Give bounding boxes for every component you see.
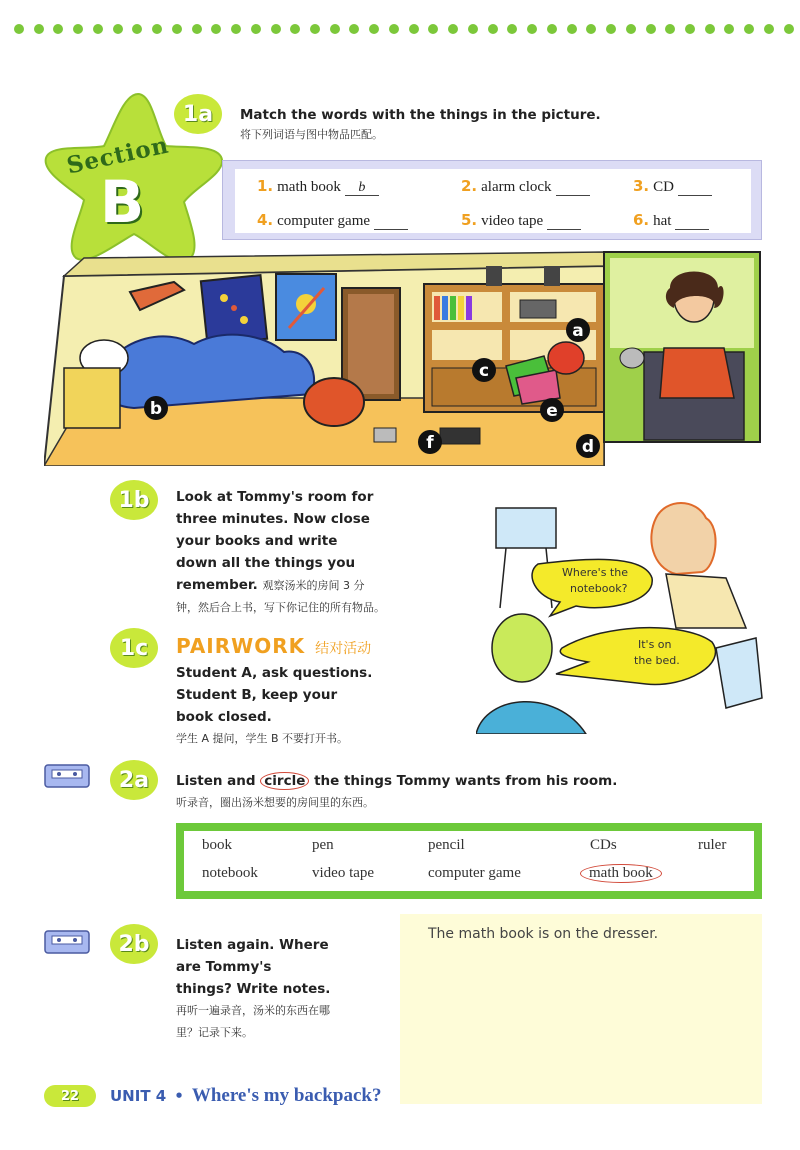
tommys-room-illustration: [44, 248, 762, 466]
border-dot: [488, 24, 498, 34]
exercise-badge-1b: 1b: [110, 480, 158, 520]
instruction-2a: Listen and circle the things Tommy wants from his room.: [176, 773, 618, 789]
instruction-1a-cn: 将下列词语与图中物品匹配。: [240, 128, 383, 141]
match-item: 4. computer game: [257, 211, 408, 230]
unit-title: Where's my backpack?: [191, 1085, 382, 1106]
answer-blank[interactable]: [675, 216, 709, 230]
answer-blank[interactable]: [556, 182, 590, 196]
note-example: The math book is on the dresser.: [428, 926, 659, 942]
page-footer: [44, 1084, 381, 1108]
border-dot: [705, 24, 715, 34]
svg-text:d: d: [581, 437, 595, 457]
instruction-1a: Match the words with the things in the picture.: [240, 107, 601, 123]
unit-label: UNIT 4: [110, 1087, 167, 1105]
cassette-icon: [44, 930, 90, 954]
border-dot: [231, 24, 241, 34]
border-dot: [172, 24, 182, 34]
border-dot: [113, 24, 123, 34]
border-dot: [606, 24, 616, 34]
picture-label-c: [472, 358, 496, 382]
svg-text:c: c: [478, 361, 490, 381]
word-item[interactable]: pencil: [428, 837, 465, 853]
picture-label-f: [418, 430, 442, 454]
picture-label-d: [576, 434, 600, 458]
exercise-badge-2b: 2b: [110, 924, 158, 964]
exercise-badge-2a: 2a: [110, 760, 158, 800]
svg-text:f: f: [426, 433, 434, 453]
speech-question-line1: Where's the: [562, 566, 628, 579]
border-dot: [271, 24, 281, 34]
border-dot: [93, 24, 103, 34]
answer-blank[interactable]: [374, 216, 408, 230]
border-dot: [586, 24, 596, 34]
instruction-2a-cn: 听录音，圈出汤米想要的房间里的东西。: [176, 796, 374, 809]
border-dot: [764, 24, 774, 34]
border-dot: [34, 24, 44, 34]
instruction-2b: Listen again. Where are Tommy's things? Write notes. 再听一遍录音，汤米的东西在哪 里？记录下来。: [176, 937, 331, 1039]
word-list-box: [176, 823, 762, 899]
border-dot: [665, 24, 675, 34]
top-dot-border: [14, 24, 794, 38]
match-item: 6. hat: [633, 211, 709, 230]
border-dot: [251, 24, 261, 34]
speech-question-line2: notebook?: [570, 582, 628, 595]
answer-blank[interactable]: [547, 216, 581, 230]
border-dot: [567, 24, 577, 34]
border-dot: [468, 24, 478, 34]
border-dot: [507, 24, 517, 34]
svg-text:b: b: [149, 399, 163, 419]
match-item: 1. math book b: [257, 177, 379, 196]
section-word: Section: [64, 131, 172, 180]
word-item[interactable]: book: [202, 837, 232, 853]
border-dot: [744, 24, 754, 34]
word-item[interactable]: ruler: [698, 837, 727, 853]
border-dot: [409, 24, 419, 34]
border-dot: [14, 24, 24, 34]
answer-blank[interactable]: [678, 182, 712, 196]
border-dot: [53, 24, 63, 34]
match-item: 3. CD: [633, 177, 712, 196]
answer-blank[interactable]: b: [345, 182, 379, 196]
exercise-badge-1a: 1a: [174, 94, 222, 134]
border-dot: [349, 24, 359, 34]
border-dot: [290, 24, 300, 34]
word-item[interactable]: notebook: [202, 865, 258, 881]
instruction-1b: Look at Tommy's room for three minutes. Now close your books and write down all the things you remember. 观察汤米的房间 3 分 钟，然后合上书，写下你记住的所有物品。: [176, 489, 385, 614]
section-letter: B: [100, 168, 145, 236]
speech-answer-line2: the bed.: [634, 654, 680, 667]
word-item-circled[interactable]: math book: [580, 864, 662, 883]
border-dot: [369, 24, 379, 34]
cassette-icon: [44, 764, 90, 788]
speech-answer-line1: It's on: [638, 638, 672, 651]
conversation-illustration: [476, 498, 766, 734]
border-dot: [192, 24, 202, 34]
border-dot: [330, 24, 340, 34]
picture-label-b: [144, 396, 168, 420]
match-item: 2. alarm clock: [461, 177, 590, 196]
picture-label-a: [566, 318, 590, 342]
border-dot: [389, 24, 399, 34]
border-dot: [547, 24, 557, 34]
border-dot: [211, 24, 221, 34]
border-dot: [685, 24, 695, 34]
word-item[interactable]: computer game: [428, 865, 521, 881]
svg-text:e: e: [546, 401, 558, 421]
exercise-badge-1c: 1c: [110, 628, 158, 668]
page-number: 22: [44, 1085, 96, 1107]
word-item[interactable]: CDs: [590, 837, 617, 853]
picture-label-e: [540, 398, 564, 422]
match-word-box: [222, 160, 762, 240]
notes-area[interactable]: [400, 914, 762, 1104]
border-dot: [152, 24, 162, 34]
footer-bullet: •: [174, 1087, 184, 1105]
match-item: 5. video tape: [461, 211, 581, 230]
border-dot: [73, 24, 83, 34]
border-dot: [428, 24, 438, 34]
word-item[interactable]: pen: [312, 837, 334, 853]
instruction-1c: Student A, ask questions. Student B, keep your book closed. 学生 A 提问，学生 B 不要打开书。: [176, 665, 373, 745]
border-dot: [448, 24, 458, 34]
border-dot: [646, 24, 656, 34]
pairwork-heading: PAIRWORK 结对活动: [176, 634, 372, 658]
word-item[interactable]: video tape: [312, 865, 375, 881]
border-dot: [626, 24, 636, 34]
border-dot: [784, 24, 794, 34]
border-dot: [132, 24, 142, 34]
border-dot: [310, 24, 320, 34]
border-dot: [724, 24, 734, 34]
svg-text:a: a: [572, 321, 584, 341]
border-dot: [527, 24, 537, 34]
